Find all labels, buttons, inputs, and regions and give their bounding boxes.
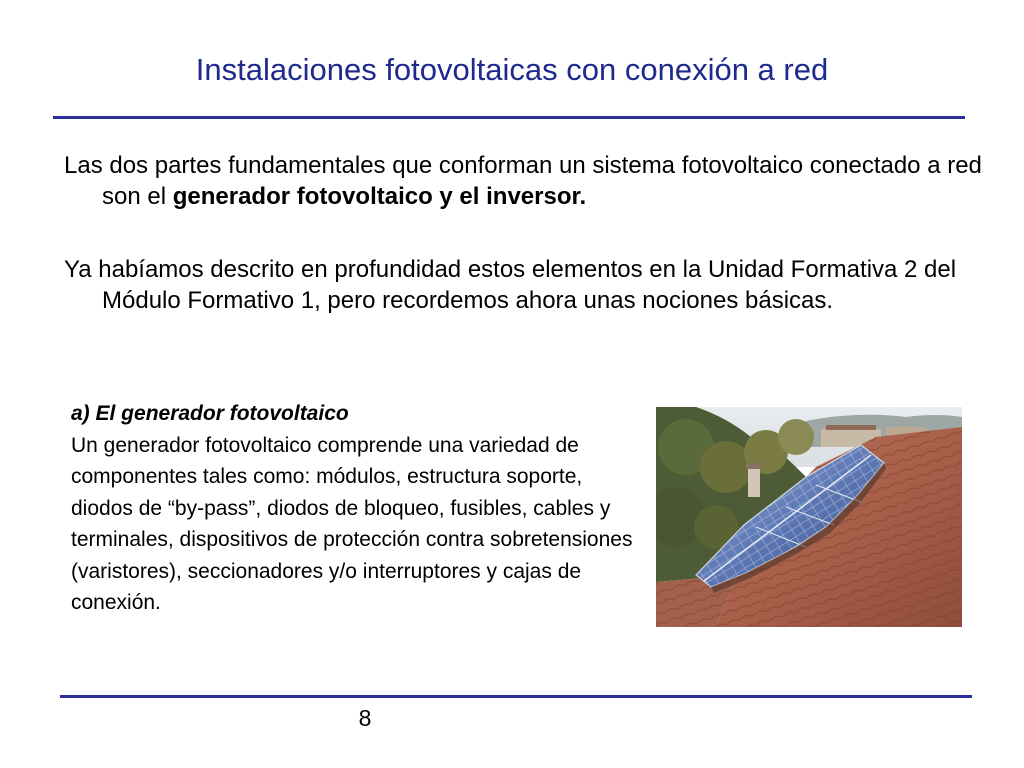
section-body: Un generador fotovoltaico comprende una variedad de componentes tales como: módulos, estructura soporte, diodos de “by-pass”, diodos de bloqueo, fusibles, cables y terminales, dispositivos de protección contra sobretensiones (varistores), seccionadores y/o interruptores y cajas de conexión. — [71, 433, 633, 614]
page-number: 8 — [358, 705, 372, 731]
footer-divider — [60, 695, 972, 698]
slide-title: Instalaciones fotovoltaicas con conexión a red — [195, 52, 829, 87]
intro-bold-text: generador fotovoltaico y el inversor. — [172, 183, 587, 210]
solar-panels-photo — [656, 407, 962, 627]
intro-paragraph — [64, 150, 1002, 212]
generator-section — [71, 398, 641, 619]
intro-text: Las dos partes fundamentales que conforman un sistema fotovoltaico conectado a red son el — [64, 152, 982, 210]
section-heading: a) El generador fotovoltaico — [71, 402, 349, 425]
recap-paragraph: Ya habíamos descrito en profundidad estos elementos en la Unidad Formativa 2 del Módulo Formativo 1, pero recordemos ahora unas nociones básicas. — [64, 256, 957, 314]
title-divider — [53, 116, 965, 119]
